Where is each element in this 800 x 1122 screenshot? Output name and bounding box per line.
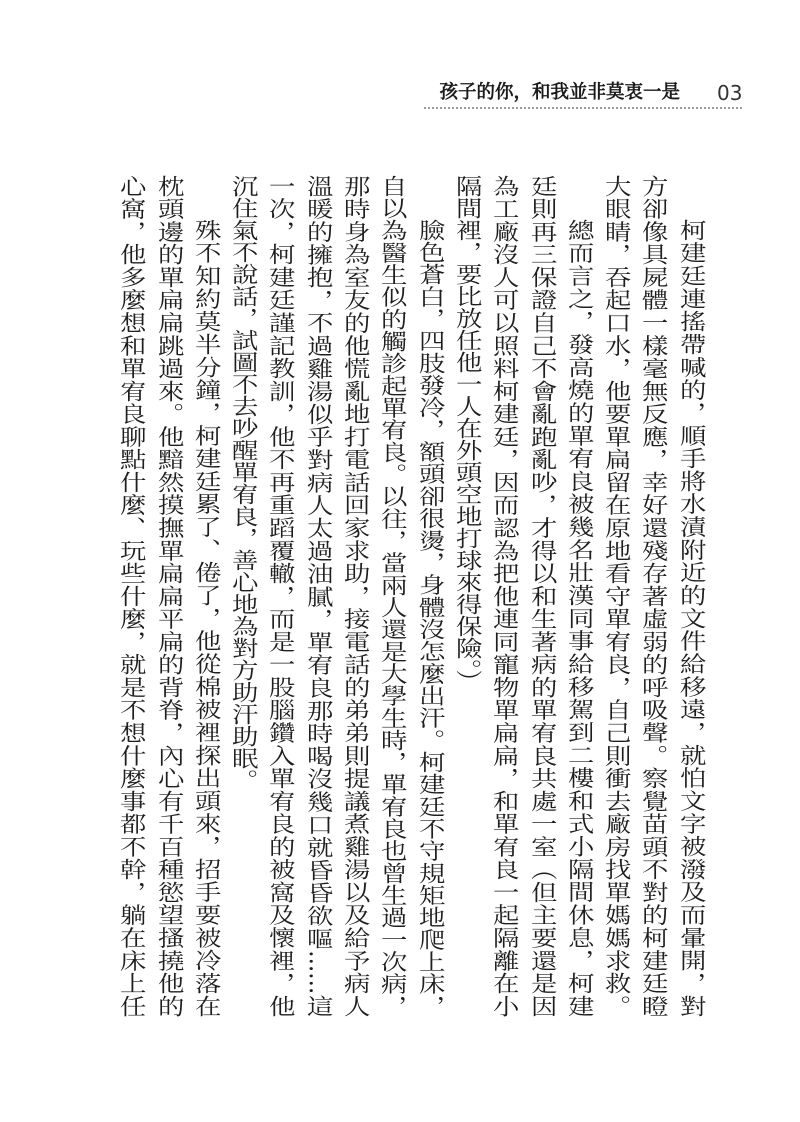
text-column: 總而言之，發高燒的單宥良被幾名壯漢同事給移駕到二樓和式小隔間休息，柯建 [563,219,594,1017]
text-column: 廷則再三保證自己不會亂跑亂吵，才得以和生著病的單宥良共處一室（但主要還是因 [526,175,557,1017]
text-column: 隔間裡，要比放任他一人在外頭空地打球來得保險。） [451,175,482,692]
text-column: 方卻像具屍體一樣毫無反應，幸好還殘存著虛弱的呼吸聲。察覺苗頭不對的柯建廷瞪 [638,175,669,1017]
running-header [0,0,800,120]
text-column: 自以為醫生似的觸診起單宥良。以往，當兩人還是大學生時，單宥良也曾生過一次病， [377,175,408,1017]
text-column: 溫暖的擁抱，不過雞湯似乎對病人太過油膩，單宥良那時喝沒幾口就昏昏欲嘔……這 [302,175,333,1017]
text-column: 一次，柯建廷謹記教訓，他不再重蹈覆轍，而是一股腦鑽入單宥良的被窩及懷裡，他 [265,175,296,1017]
text-column: 心窩，他多麼想和單宥良聊點什麼、玩些什麼，就是不想什麼事都不幹，躺在床上任 [116,175,147,1017]
text-column: 沉住氣不說話，試圖不去吵醒單宥良，善心地為對方助汗助眠。 [227,175,258,791]
text-column: 那時身為室友的他慌亂地打電話回家求助，接電話的弟弟則提議煮雞湯以及給予病人 [339,175,370,1017]
text-body [112,175,709,1017]
text-column: 為工廠沒人可以照料柯建廷，因而認為把他連同寵物單扁扁，和單宥良一起隔離在小 [489,175,520,1017]
chapter-title: 孩子的你，和我並非莫衷一是 [439,82,680,103]
page-number: 03 [717,81,743,105]
text-column: 殊不知約莫半分鐘，柯建廷累了、倦了，他從棉被裡探出頭來，招手要被冷落在 [190,219,221,1017]
text-column: 柯建廷連搖帶喊的，順手將水漬附近的文件給移遠，就怕文字被潑及而暈開，對 [675,219,706,1017]
text-column: 臉色蒼白，四肢發冷，額頭卻很燙，身體沒怎麼出汗。柯建廷不守規矩地爬上床， [414,219,445,1017]
text-column: 大眼睛，吞起口水，他要單扁留在原地看守單宥良，自己則衝去廠房找單媽媽求救。 [600,175,631,1017]
text-column: 枕頭邊的單扁扁跳過來。他黯然摸撫單扁扁平扁的背脊，內心有千百種慾望搔撓他的 [153,175,184,1017]
header-dotted-rule [424,107,742,109]
